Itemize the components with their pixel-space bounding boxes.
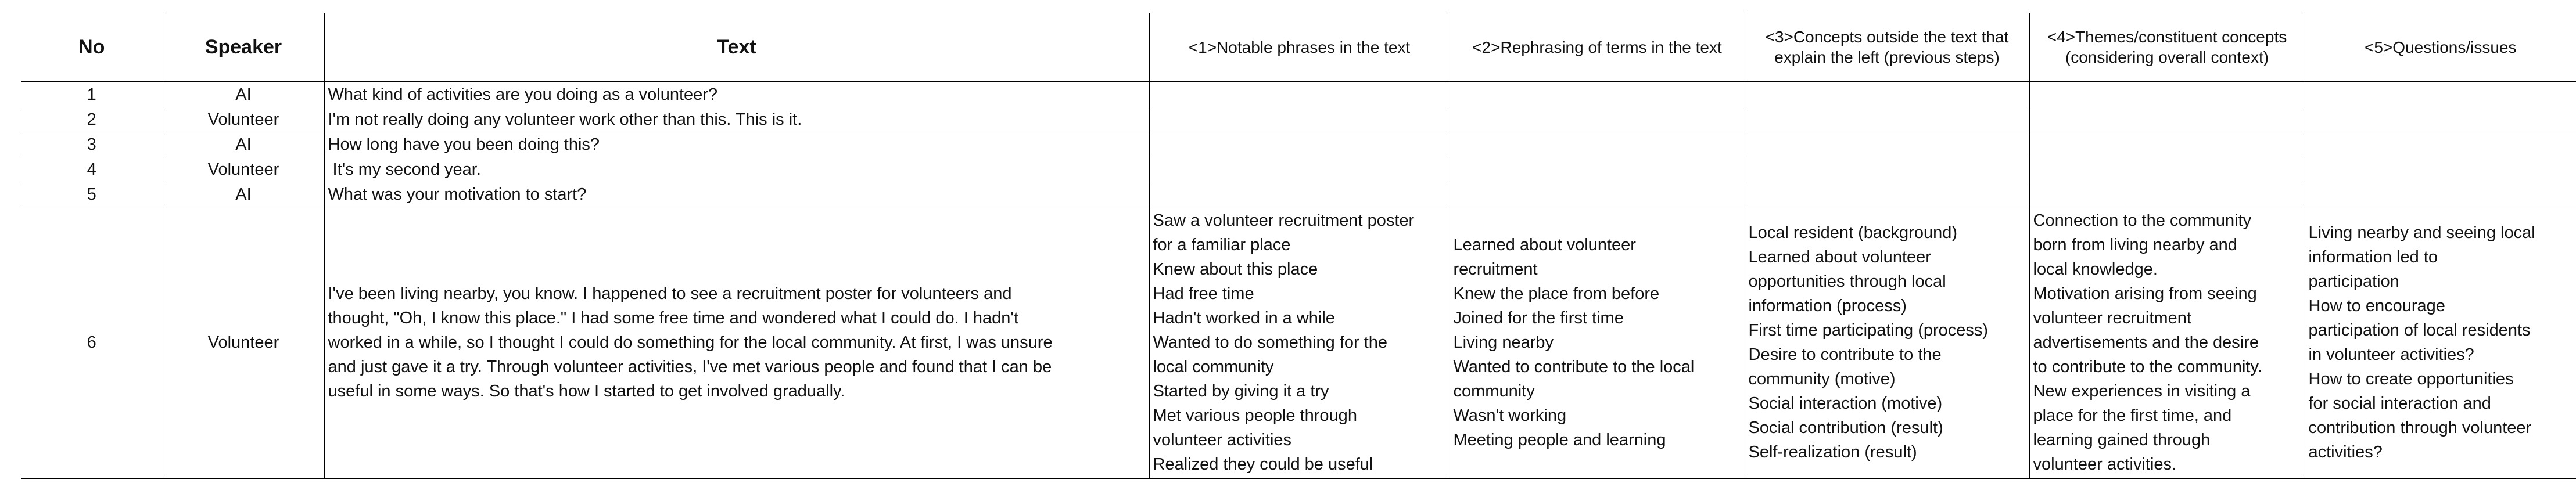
rephrase-line: Meeting people and learning bbox=[1453, 431, 1666, 449]
rephrase-line: recruitment bbox=[1453, 260, 1538, 279]
phrase-line: Started by giving it a try bbox=[1153, 382, 1329, 401]
phrase-line: Knew about this place bbox=[1153, 260, 1318, 279]
question-line: participation bbox=[2308, 272, 2399, 291]
concept-line: Desire to contribute to the bbox=[1748, 345, 1942, 364]
text-line: useful in some ways. So that's how I started to get involved gradually. bbox=[328, 382, 845, 401]
concept-line: opportunities through local bbox=[1748, 272, 1946, 291]
question-line: for social interaction and bbox=[2308, 394, 2491, 413]
cell-empty bbox=[2029, 132, 2305, 157]
cell-empty bbox=[2305, 182, 2576, 207]
text-line: worked in a while, so I thought I could do something for the local community. At first, I was unsure bbox=[328, 333, 1053, 352]
cell-empty bbox=[1745, 132, 2029, 157]
question-line: in volunteer activities? bbox=[2308, 345, 2474, 364]
cell-empty bbox=[1149, 82, 1450, 107]
cell-empty bbox=[1149, 132, 1450, 157]
cell-empty bbox=[2029, 182, 2305, 207]
question-line: How to encourage bbox=[2308, 297, 2445, 315]
cell-empty bbox=[2305, 157, 2576, 182]
table-row bbox=[21, 182, 2576, 207]
analysis-table bbox=[21, 13, 2576, 479]
cell-speaker: AI bbox=[163, 182, 324, 207]
cell-text: I'm not really doing any volunteer work other than this. This is it. bbox=[324, 107, 1149, 132]
phrase-line: Met various people through bbox=[1153, 406, 1357, 425]
header-rephrasing: <2>Rephrasing of terms in the text bbox=[1450, 13, 1745, 82]
phrase-line: Had free time bbox=[1153, 284, 1254, 303]
table-row bbox=[21, 157, 2576, 182]
cell-speaker: AI bbox=[163, 132, 324, 157]
phrase-line: volunteer activities bbox=[1153, 431, 1292, 449]
question-line: Living nearby and seeing local bbox=[2308, 223, 2535, 242]
cell-empty bbox=[1450, 82, 1745, 107]
question-line: contribution through volunteer bbox=[2308, 419, 2532, 437]
cell-empty bbox=[2029, 82, 2305, 107]
header-themes: <4>Themes/constituent concepts (considering overall context) bbox=[2029, 13, 2305, 82]
header-outside-concepts: <3>Concepts outside the text that explain the left (previous steps) bbox=[1745, 13, 2029, 82]
header-text: Text bbox=[324, 13, 1149, 82]
cell-empty bbox=[2305, 82, 2576, 107]
cell-empty bbox=[1745, 82, 2029, 107]
table-row bbox=[21, 107, 2576, 132]
concept-line: Local resident (background) bbox=[1748, 223, 1957, 242]
cell-themes bbox=[2029, 207, 2305, 479]
cell-notable-phrases bbox=[1149, 207, 1450, 479]
table-row bbox=[21, 207, 2576, 479]
cell-empty bbox=[1450, 182, 1745, 207]
rephrase-line: Wanted to contribute to the local bbox=[1453, 358, 1695, 376]
phrase-line: Hadn't worked in a while bbox=[1153, 309, 1335, 327]
cell-empty bbox=[1149, 157, 1450, 182]
cell-no: 1 bbox=[21, 82, 163, 107]
text-line: thought, "Oh, I know this place." I had some free time and wondered what I could do. I hadn't bbox=[328, 309, 1018, 327]
rephrase-line: community bbox=[1453, 382, 1535, 401]
phrase-line: Wanted to do something for the bbox=[1153, 333, 1388, 352]
cell-text: What was your motivation to start? bbox=[324, 182, 1149, 207]
table-row bbox=[21, 82, 2576, 107]
cell-text: It's my second year. bbox=[324, 157, 1149, 182]
cell-empty bbox=[1149, 107, 1450, 132]
theme-line: advertisements and the desire bbox=[2033, 333, 2259, 352]
rephrase-line: Wasn't working bbox=[1453, 406, 1567, 425]
cell-no: 5 bbox=[21, 182, 163, 207]
cell-empty bbox=[2305, 132, 2576, 157]
rephrase-line: Knew the place from before bbox=[1453, 284, 1660, 303]
cell-empty bbox=[1450, 132, 1745, 157]
cell-text bbox=[324, 207, 1149, 479]
cell-empty bbox=[1450, 107, 1745, 132]
theme-line: born from living nearby and bbox=[2033, 236, 2237, 254]
text-line: I've been living nearby, you know. I happened to see a recruitment poster for volunteers and bbox=[328, 284, 1012, 303]
cell-speaker: Volunteer bbox=[163, 107, 324, 132]
cell-empty bbox=[2305, 107, 2576, 132]
theme-line: volunteer activities. bbox=[2033, 455, 2177, 474]
header-notable-phrases: <1>Notable phrases in the text bbox=[1149, 13, 1450, 82]
cell-speaker: AI bbox=[163, 82, 324, 107]
cell-text: What kind of activities are you doing as a volunteer? bbox=[324, 82, 1149, 107]
phrase-line: Realized they could be useful bbox=[1153, 455, 1373, 474]
cell-empty bbox=[2029, 107, 2305, 132]
question-line: activities? bbox=[2308, 443, 2383, 461]
question-line: participation of local residents bbox=[2308, 321, 2531, 340]
cell-empty bbox=[1745, 182, 2029, 207]
concept-line: First time participating (process) bbox=[1748, 321, 1989, 340]
header-questions: <5>Questions/issues bbox=[2305, 13, 2576, 82]
theme-line: place for the first time, and bbox=[2033, 406, 2232, 425]
cell-speaker: Volunteer bbox=[163, 157, 324, 182]
concept-line: Self-realization (result) bbox=[1748, 443, 1917, 461]
concept-line: Social contribution (result) bbox=[1748, 419, 1943, 437]
theme-line: volunteer recruitment bbox=[2033, 309, 2191, 327]
concept-line: community (motive) bbox=[1748, 370, 1896, 388]
rephrase-line: Learned about volunteer bbox=[1453, 236, 1636, 254]
cell-text: How long have you been doing this? bbox=[324, 132, 1149, 157]
cell-questions bbox=[2305, 207, 2576, 479]
cell-no: 6 bbox=[21, 207, 163, 479]
concept-line: information (process) bbox=[1748, 297, 1907, 315]
question-line: How to create opportunities bbox=[2308, 370, 2514, 388]
phrase-line: local community bbox=[1153, 358, 1274, 376]
cell-outside-concepts bbox=[1745, 207, 2029, 479]
cell-empty bbox=[1450, 157, 1745, 182]
theme-line: learning gained through bbox=[2033, 431, 2211, 449]
concept-line: Social interaction (motive) bbox=[1748, 394, 1943, 413]
header-speaker: Speaker bbox=[163, 13, 324, 82]
theme-line: to contribute to the community. bbox=[2033, 358, 2262, 376]
cell-no: 4 bbox=[21, 157, 163, 182]
rephrase-line: Living nearby bbox=[1453, 333, 1554, 352]
cell-speaker: Volunteer bbox=[163, 207, 324, 479]
header-row bbox=[21, 13, 2576, 82]
cell-rephrasing bbox=[1450, 207, 1745, 479]
question-line: information led to bbox=[2308, 248, 2438, 266]
cell-empty bbox=[1149, 182, 1450, 207]
cell-no: 2 bbox=[21, 107, 163, 132]
phrase-line: for a familiar place bbox=[1153, 236, 1291, 254]
header-no: No bbox=[21, 13, 163, 82]
theme-line: Motivation arising from seeing bbox=[2033, 284, 2257, 303]
table-row bbox=[21, 132, 2576, 157]
theme-line: local knowledge. bbox=[2033, 260, 2158, 279]
theme-line: Connection to the community bbox=[2033, 211, 2252, 230]
cell-empty bbox=[2029, 157, 2305, 182]
cell-empty bbox=[1745, 107, 2029, 132]
phrase-line: Saw a volunteer recruitment poster bbox=[1153, 211, 1415, 230]
cell-empty bbox=[1745, 157, 2029, 182]
cell-no: 3 bbox=[21, 132, 163, 157]
theme-line: New experiences in visiting a bbox=[2033, 382, 2251, 401]
text-line: and just gave it a try. Through volunteer activities, I've met various people and found that I can be bbox=[328, 358, 1052, 376]
rephrase-line: Joined for the first time bbox=[1453, 309, 1624, 327]
concept-line: Learned about volunteer bbox=[1748, 248, 1931, 266]
